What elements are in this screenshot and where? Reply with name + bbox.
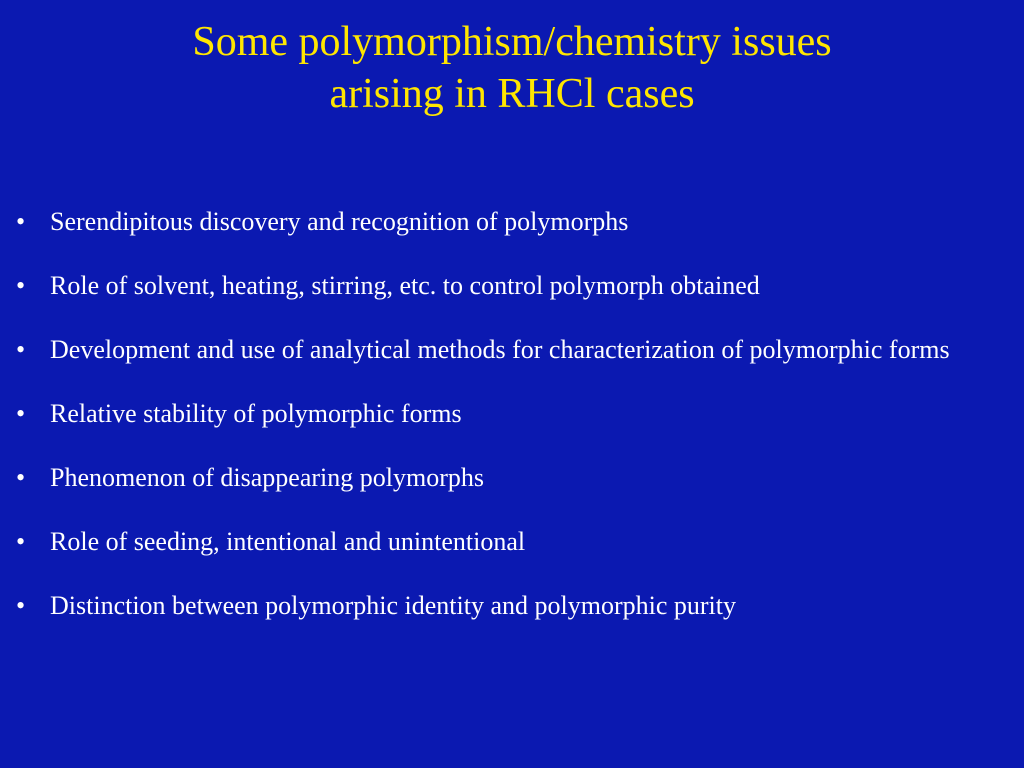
bullet-text: Phenomenon of disappearing polymorphs [50, 463, 484, 492]
bullet-marker-icon: • [16, 399, 26, 428]
bullet-marker-icon: • [16, 527, 26, 556]
bullet-item-seeding [16, 526, 1006, 557]
bullet-item-discovery [16, 206, 1006, 237]
bullet-marker-icon: • [16, 335, 26, 364]
bullet-marker-icon: • [16, 463, 26, 492]
bullet-marker-icon: • [16, 207, 26, 236]
bullet-text: Distinction between polymorphic identity and polymorphic purity [50, 591, 736, 620]
bullet-item-analytical-methods [16, 334, 1006, 365]
bullet-text: Development and use of analytical methods for characterization of polymorphic forms [50, 335, 950, 364]
bullet-marker-icon: • [16, 591, 26, 620]
bullet-text: Relative stability of polymorphic forms [50, 399, 462, 428]
bullet-item-control-polymorph [16, 270, 1006, 301]
bullet-marker-icon: • [16, 271, 26, 300]
bullet-text: Role of seeding, intentional and unintentional [50, 527, 526, 556]
bullet-item-disappearing-polymorphs [16, 462, 1006, 493]
slide-title-line-2: arising in RHCl cases [329, 71, 695, 117]
bullet-item-relative-stability [16, 398, 1006, 429]
slide-title [0, 16, 1024, 120]
bullet-item-identity-purity [16, 590, 1006, 621]
bullet-text: Serendipitous discovery and recognition of polymorphs [50, 207, 629, 236]
bullet-text: Role of solvent, heating, stirring, etc. to control polymorph obtained [50, 271, 760, 300]
bullet-list [16, 206, 1006, 654]
slide-title-line-1: Some polymorphism/chemistry issues [192, 19, 832, 65]
